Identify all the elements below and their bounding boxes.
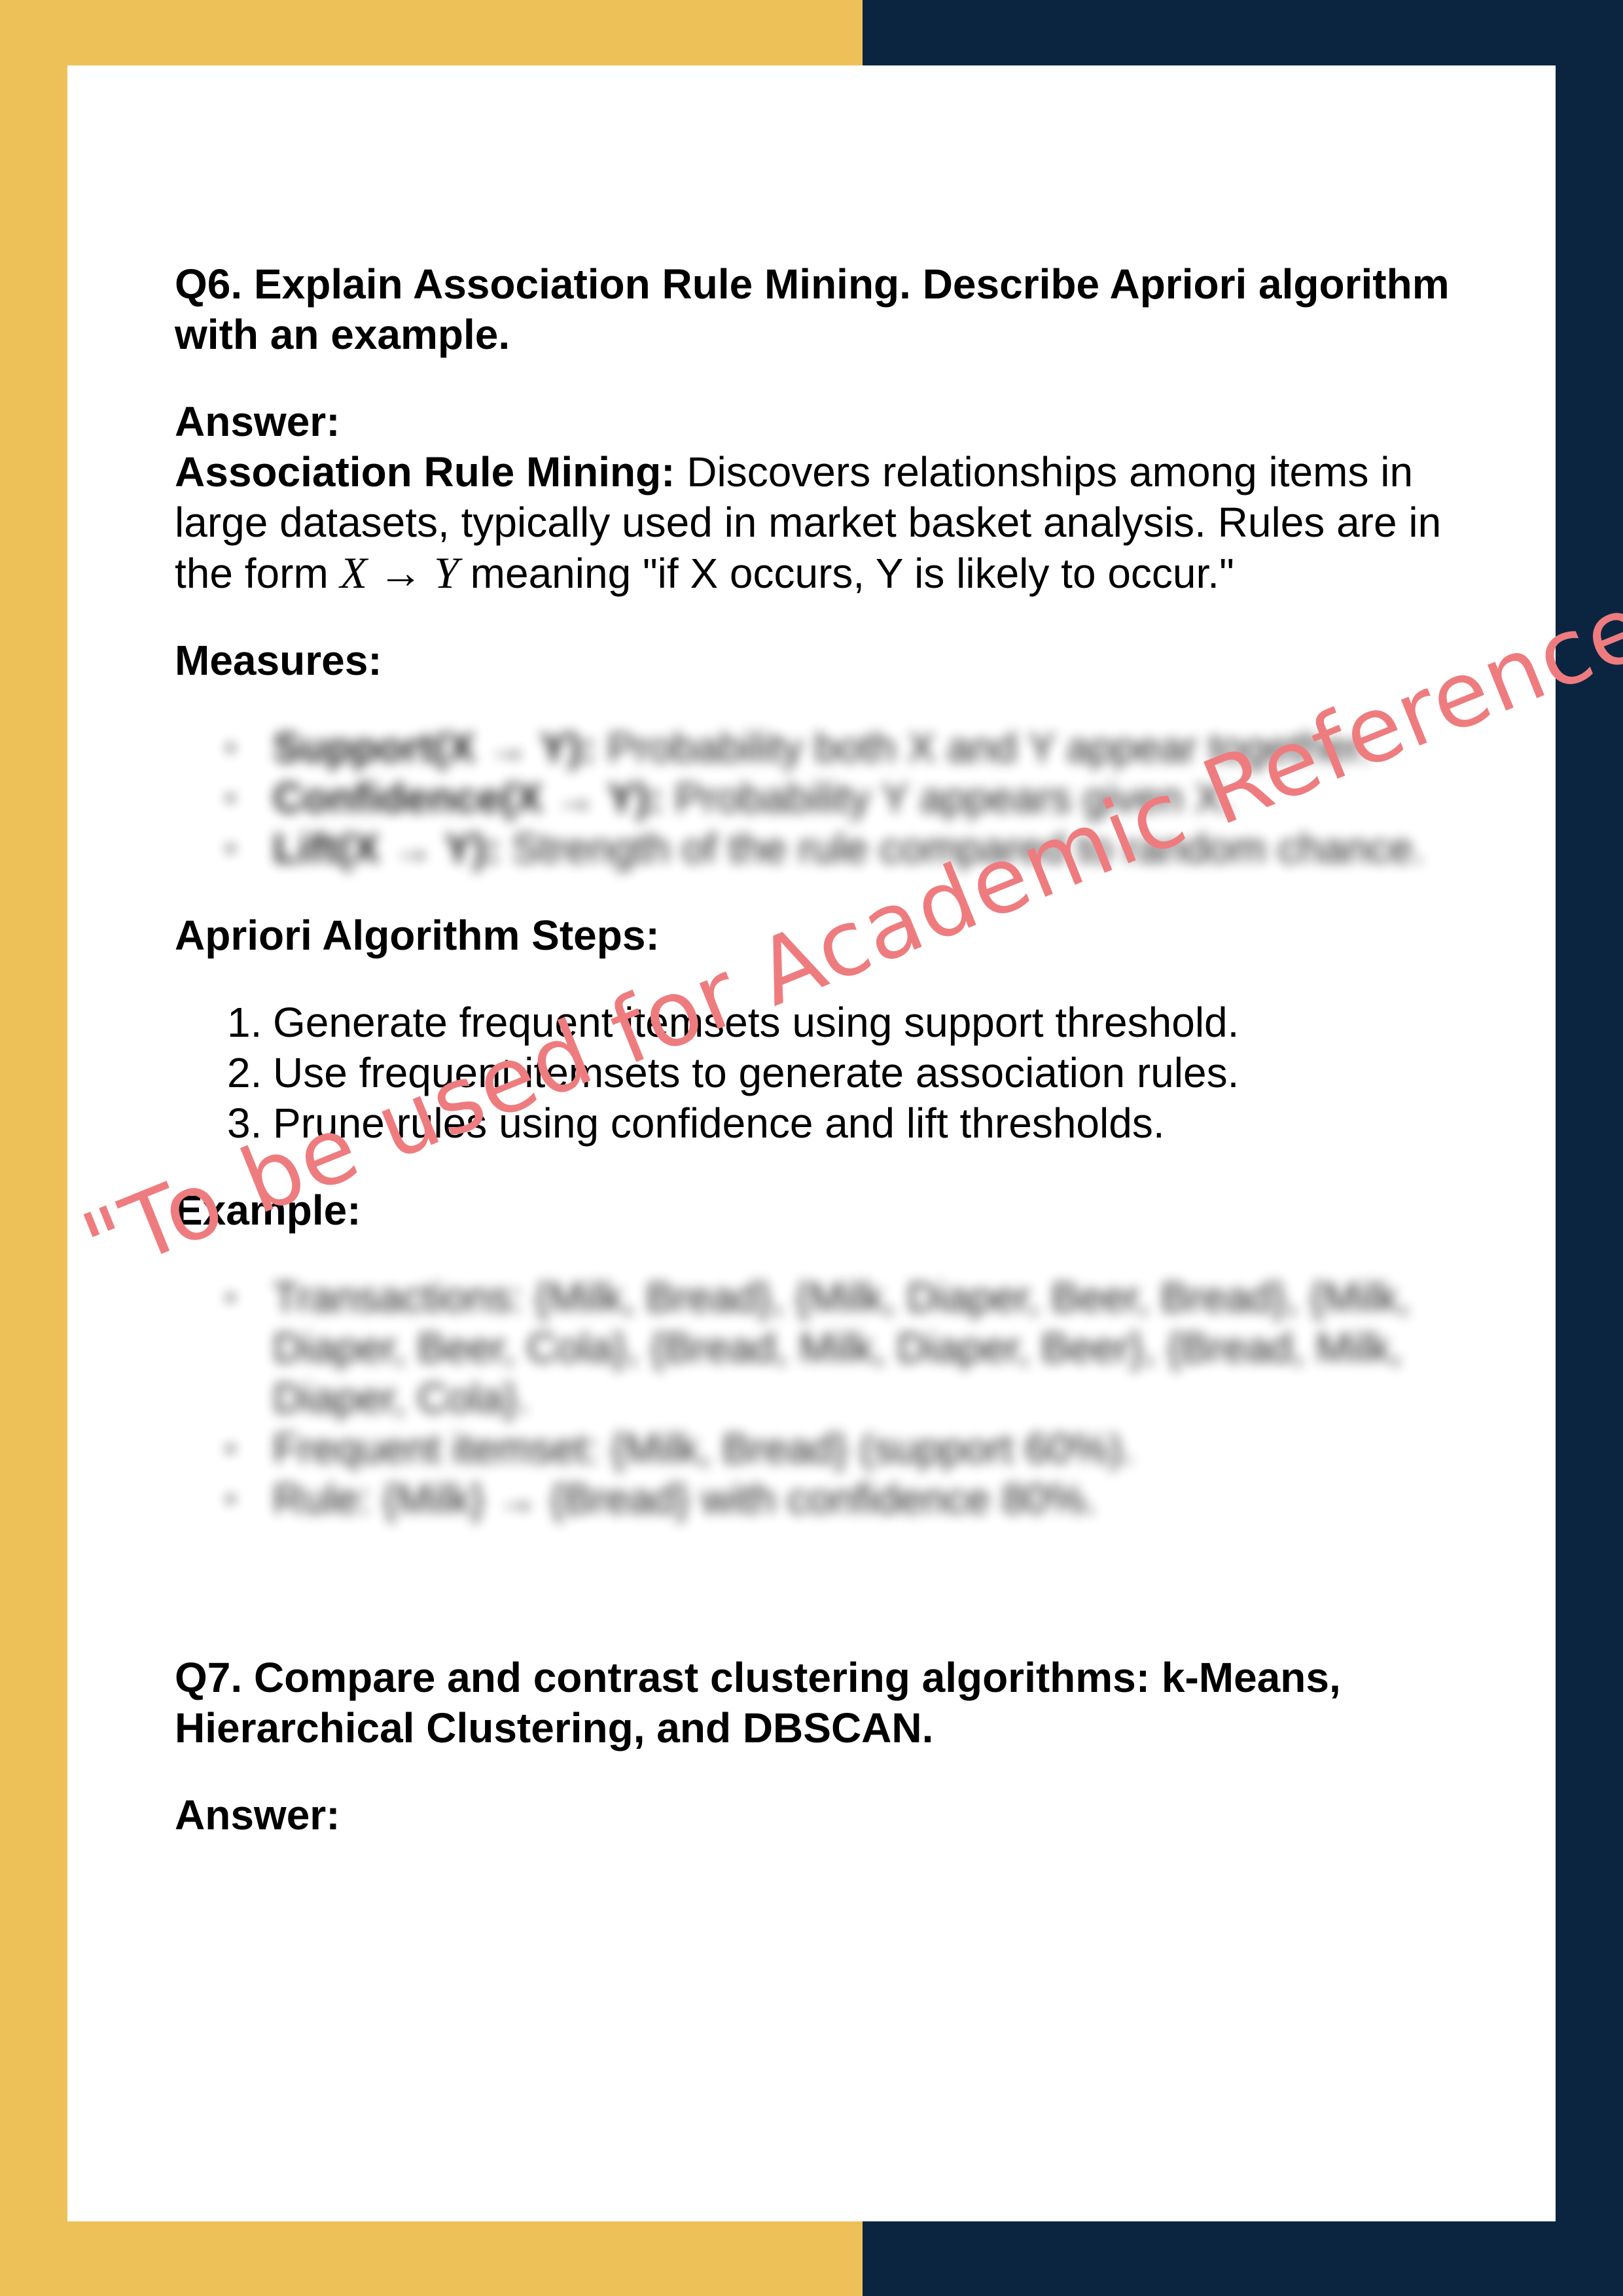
document-page [67, 65, 1556, 2221]
step-item [175, 997, 1471, 1048]
example-item: ▪ Frequent itemset: {Milk, Bread} (support 60%). [175, 1424, 1471, 1474]
measure-desc: Strength of the rule compared to random chance. [500, 825, 1425, 872]
q6-answer-label: Answer: [175, 398, 340, 445]
step-text: Prune rules using confidence and lift thresholds. [273, 1100, 1165, 1147]
measure-desc: Probability Y appears given X. [663, 774, 1235, 821]
intro-math: X → Y [340, 548, 459, 598]
measure-item [175, 823, 1471, 874]
intro-lead: Association Rule Mining: [175, 448, 675, 495]
measure-term: Lift(X → Y): [273, 825, 501, 872]
watermark-text: "To be used for Academic Reference [69, 573, 1623, 1299]
steps-list [175, 997, 1471, 1149]
step-number: 2. [227, 1049, 262, 1096]
measures-list [175, 723, 1471, 874]
step-item [175, 1048, 1471, 1098]
step-number: 1. [227, 999, 262, 1046]
step-text: Generate frequent itemsets using support threshold. [273, 999, 1240, 1046]
q6-intro-paragraph [175, 447, 1471, 599]
example-list [175, 1272, 1471, 1524]
intro-text-2: meaning "if X occurs, Y is likely to occur." [458, 550, 1234, 597]
measure-item [175, 773, 1471, 823]
intro-text-1: Discovers relationships among items in large datasets, typically used in market basket analysis. Rules are in the form [175, 448, 1442, 597]
example-item: ▪ Transactions: {Milk, Bread}, {Milk, Diaper, Beer, Bread}, {Milk, Diaper, Beer, Cola}, {Bread, Milk, Diaper, Beer}, {Bread, Milk, Diaper, Cola}. [175, 1272, 1471, 1424]
steps-heading: Apriori Algorithm Steps: [175, 912, 660, 959]
section-spacer [175, 1524, 1471, 1653]
measure-desc: Probability both X and Y appear together. [596, 724, 1372, 771]
q7-title: Q7. Compare and contrast clustering algorithms: k-Means, Hierarchical Clustering, and DBSCAN. [175, 1654, 1341, 1751]
q7-answer-label: Answer: [175, 1791, 340, 1839]
measures-heading: Measures: [175, 637, 382, 684]
step-text: Use frequent itemsets to generate association rules. [273, 1049, 1240, 1096]
step-number: 3. [227, 1100, 262, 1147]
measure-term: Confidence(X → Y): [273, 774, 664, 821]
measure-item [175, 723, 1471, 773]
example-item: ▪ Rule: {Milk} → {Bread} with confidence 80%. [175, 1474, 1471, 1524]
example-heading: Example: [175, 1187, 361, 1234]
document-content [175, 259, 1471, 1840]
measure-term: Support(X → Y): [273, 724, 596, 771]
q6-title: Q6. Explain Association Rule Mining. Describe Apriori algorithm with an example. [175, 260, 1450, 358]
step-item [175, 1098, 1471, 1149]
